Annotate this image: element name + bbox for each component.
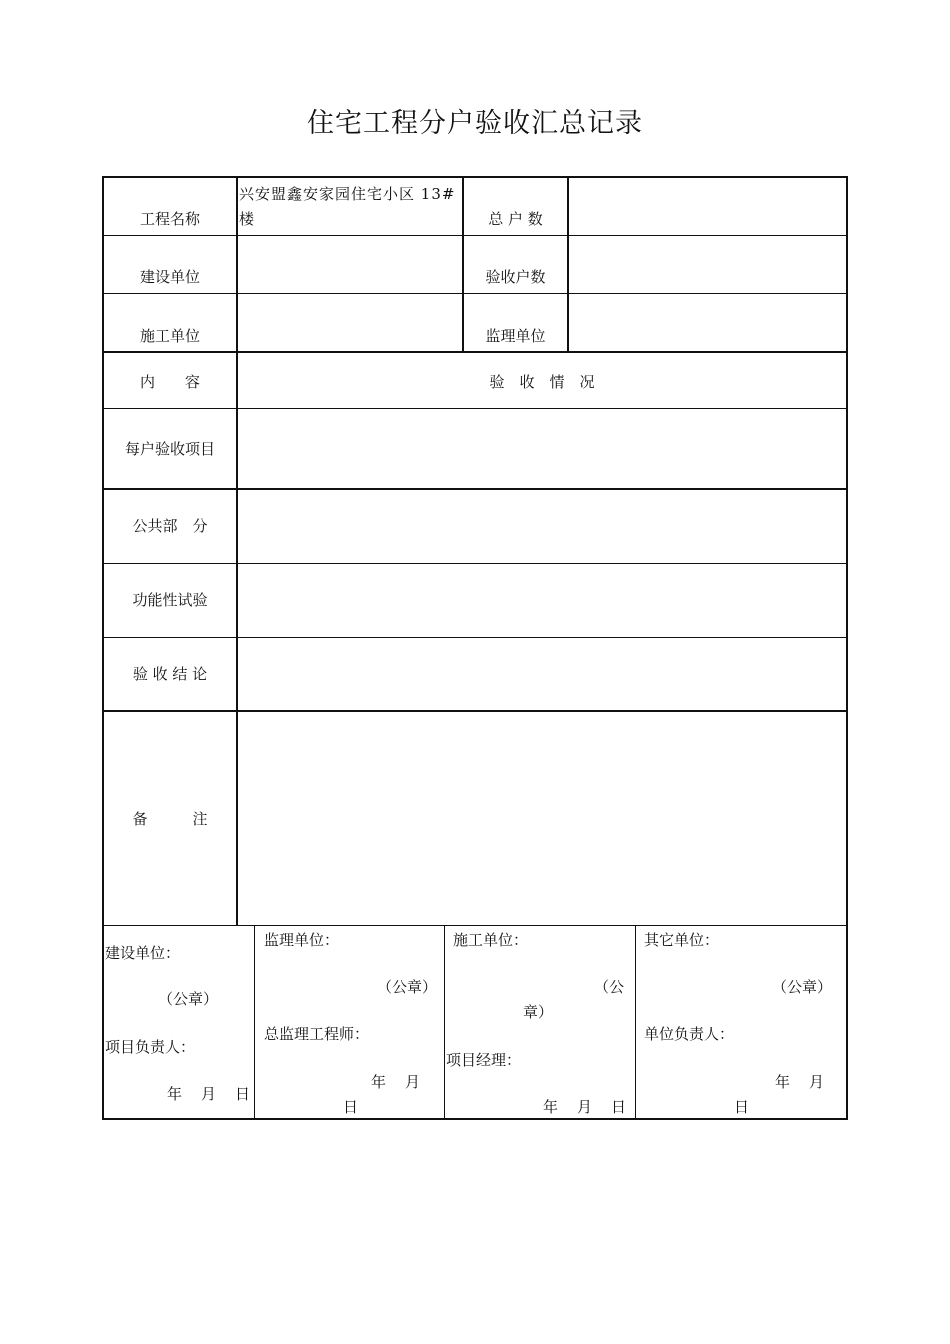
project-name-label: 工程名称 <box>139 210 200 228</box>
project-name-value: 兴安盟鑫安家园住宅小区 13# <box>239 185 456 203</box>
row-divider <box>102 488 848 490</box>
sign-other-date-day: 日 <box>734 1098 750 1116</box>
acceptance-summary-form <box>102 176 848 1120</box>
sign-other-unit-label: 其它单位： <box>644 931 720 949</box>
label-column-divider <box>236 176 238 926</box>
sign-builder-date: 年 月 日 <box>543 1098 629 1116</box>
row-divider <box>102 235 848 236</box>
acceptance-status-heading: 验 收 情 况 <box>489 373 595 391</box>
public-area-label: 公共部 分 <box>132 517 208 535</box>
acceptance-conclusion-label: 验 收 结 论 <box>132 665 208 683</box>
row-divider <box>102 925 848 926</box>
column-divider <box>567 176 569 352</box>
signature-divider <box>635 925 636 1120</box>
signature-divider <box>444 925 445 1120</box>
sign-supervision-person-label: 总监理工程师： <box>264 1025 370 1043</box>
builder-unit-label: 施工单位 <box>139 327 200 345</box>
sign-construction-person-label: 项目负责人： <box>105 1038 196 1056</box>
row-divider <box>102 710 848 712</box>
sign-supervision-date-day: 日 <box>343 1098 359 1116</box>
per-household-items-label: 每户验收项目 <box>124 440 215 458</box>
row-divider <box>102 351 848 353</box>
sign-builder-seal-cont: 章） <box>523 1003 554 1021</box>
remarks-label: 备 注 <box>132 810 208 828</box>
signature-divider <box>254 925 255 1120</box>
page-title: 住宅工程分户验收汇总记录 <box>307 108 643 139</box>
sign-other-person-label: 单位负责人： <box>644 1025 735 1043</box>
construction-unit-label: 建设单位 <box>139 268 200 286</box>
total-households-label: 总 户 数 <box>488 210 543 228</box>
sign-construction-seal: （公章） <box>158 990 219 1008</box>
content-column-heading: 内 容 <box>139 373 200 391</box>
supervision-unit-label: 监理单位 <box>485 327 546 345</box>
row-divider <box>102 408 848 409</box>
sign-builder-person-label: 项目经理： <box>446 1051 522 1069</box>
sign-builder-unit-label: 施工单位： <box>453 931 529 949</box>
project-name-value-cont: 楼 <box>239 210 255 228</box>
sign-other-seal: （公章） <box>772 978 833 996</box>
row-divider <box>102 637 848 638</box>
sign-other-date: 年 月 <box>775 1073 827 1091</box>
functional-test-label: 功能性试验 <box>132 591 208 609</box>
sign-construction-date: 年 月 日 <box>167 1085 253 1103</box>
sign-supervision-seal: （公章） <box>377 978 438 996</box>
sign-supervision-unit-label: 监理单位： <box>264 931 340 949</box>
sign-construction-unit-label: 建设单位： <box>105 944 181 962</box>
row-divider <box>102 293 848 294</box>
sign-builder-seal: （公 <box>594 978 625 996</box>
accepted-households-label: 验收户数 <box>485 268 546 286</box>
sign-supervision-date: 年 月 <box>371 1073 423 1091</box>
row-divider <box>102 563 848 564</box>
